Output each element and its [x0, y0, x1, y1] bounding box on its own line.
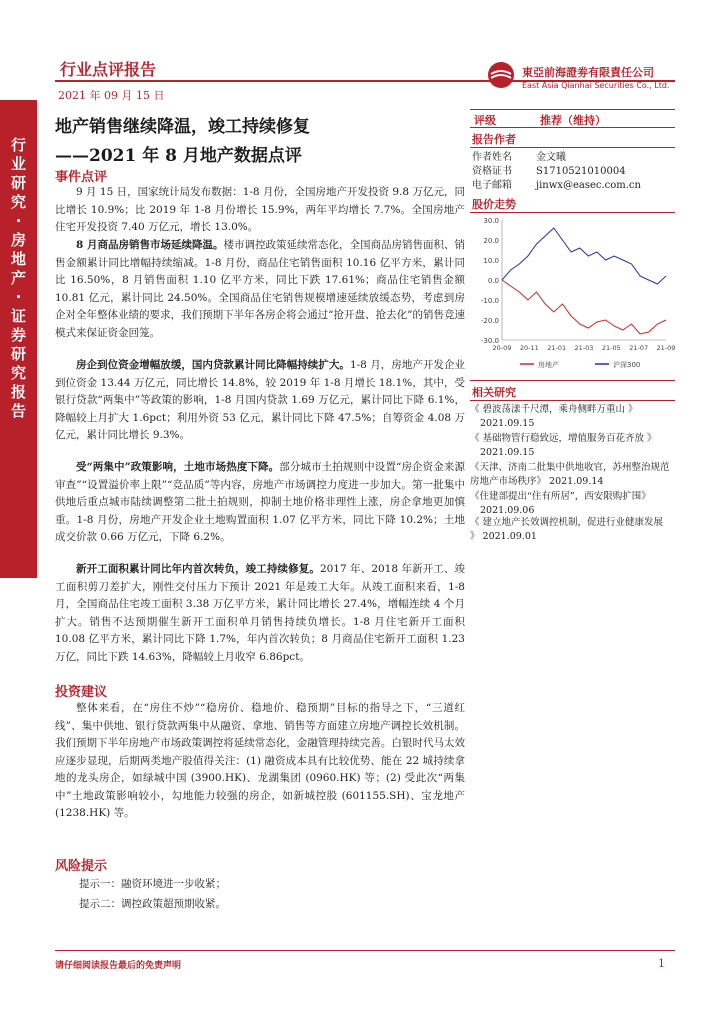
stock-chart-svg: [470, 214, 675, 374]
events-p2-text: 楼市调控政策延续常态化，全国商品房销售面积、销售金额累计同比增幅持续缩减。1-8 月份，商品住宅销售面积 10.16 亿平方米，累计同比 16.50%，8 月销售面积 1.10 亿平方米，同比下跌 17.61%；商品住宅销售金额 10.81 亿元，累计同比 24.50%。全国商品住宅销售规模增速延续放缓态势，考虑到房企对全年整体业绩的要求，我们预期下半年各房企将会通过“抢开盘、抢去化”的销售竞速模式来保证资金回笼。: [55, 239, 466, 339]
related-item-5[interactable]: [470, 516, 670, 544]
sidebar-banner: [0, 100, 37, 578]
events-p4: [55, 459, 465, 547]
rating-top-rule: [470, 109, 675, 110]
invest-heading: 投资建议: [55, 685, 108, 700]
related-item-title: 《 基础物管行稳致远，增值服务百花齐放 》: [470, 433, 657, 444]
related-item-3[interactable]: [470, 461, 670, 489]
related-rule: [470, 400, 675, 401]
series-line-2: [502, 228, 666, 284]
rating-label: 评级: [474, 114, 496, 127]
x-tick-label: 21-01: [547, 344, 567, 352]
events-p4-lead: 受“两集中”政策影响，土地市场热度下降。: [76, 461, 280, 473]
y-tick-label: 10.0: [483, 257, 499, 265]
risk-heading: 风险提示: [55, 859, 108, 874]
y-tick-label: 0.0: [487, 277, 499, 285]
events-heading: 事件点评: [55, 170, 108, 185]
stock-chart-heading: 股价走势: [472, 198, 516, 211]
related-item-title: 《 碧波荡漾千尺潭，乘舟侧畔万重山 》: [470, 404, 638, 415]
stock-chart-rule: [470, 212, 675, 213]
risk-item-2: 提示二：调控政策超预期收紧。: [79, 898, 226, 910]
events-p1: 9 月 15 日，国家统计局发布数据：1-8 月份，全国房地产开发投资 9.8 万亿元，同比增长 10.9%；比 2019 年 1-8 月份增长 15.9%，两年平均增长 7.7%。全国房地产住宅开发投资 7.40 万亿元，增长 13.0%。: [55, 186, 465, 233]
events-p2-lead: 8 月商品房销售市场延续降温。: [76, 239, 224, 251]
events-p4-text: 部分城市土拍规则中设置“房企资金来源审查”“设置溢价率上限”“竞品质”等内容，房地产市场调控力度进一步加大。第一批集中供地后重点城市陆续调整第二批土拍规则，抑制土地价格非理性上涨，房企拿地更加慎重。1-8 月份，房地产开发企业土地购置面积 1.07 亿平方米，同比下降 10.2%；土地成交价款 0.66 万亿元，下降 6.2%。: [55, 461, 465, 543]
rating-value: 推荐（维持）: [540, 114, 606, 127]
risk-item-1: 提示一：融资环境进一步收紧；: [79, 878, 226, 890]
related-item-1[interactable]: [470, 403, 670, 431]
x-tick-label: 21-05: [601, 344, 621, 352]
y-tick-label: -10.0: [480, 297, 499, 305]
y-tick-label: -30.0: [480, 337, 499, 345]
y-tick-label: 30.0: [483, 217, 499, 225]
author-key-1: 作者姓名: [472, 152, 512, 163]
company-logo-icon: [486, 60, 516, 90]
footer-disclaimer[interactable]: 请仔细阅读报告最后的免责声明: [55, 961, 182, 971]
x-tick-label: 20-11: [519, 344, 539, 352]
related-item-2[interactable]: [470, 432, 670, 460]
footer-rule: [55, 950, 675, 951]
page-subtitle: ——2021 年 8 月地产数据点评: [55, 146, 302, 166]
stock-chart: [470, 214, 675, 374]
related-item-title: 《天津、济南二批集中供地收官，苏州整治规范房地产市场秩序》: [470, 462, 670, 487]
related-item-date: 2021.09.15: [480, 447, 535, 458]
series-line-1: [502, 280, 666, 334]
y-tick-label: -20.0: [480, 317, 499, 325]
page-number: 1: [658, 957, 665, 970]
author-key-2: 资格证书: [472, 166, 512, 177]
related-top-rule: [470, 380, 675, 381]
rating-bottom-rule: [470, 127, 675, 128]
events-p5-lead: 新开工面积累计同比年内首次转负，竣工持续修复。: [76, 563, 320, 575]
events-p3: [55, 357, 465, 445]
related-heading: 相关研究: [472, 386, 516, 399]
events-p5-text: 2017 年、2018 年新开工、竣工面积剪刀差扩大，刚性交付压力下预计 2021 年是竣工大年。从竣工面积来看，1-8 月，全国商品住宅竣工面积 3.38 万亿平方米，累计同比增长 27.4%，增幅连续 4 个月扩大。销售不达预期催生新开工面积单月销售持续负增长。1-8 月住宅新开工面积 10.08 亿平方米，累计同比下降 1.7%，年内首次转负；8 月商品住宅新开工面积 1.23 万亿，同比下跌 14.63%，降幅较上月收窄 6.86pct。: [55, 563, 466, 663]
related-item-date: 2021.09.14: [549, 476, 604, 487]
related-item-date: 2021.09.06: [480, 505, 535, 516]
events-p5: [55, 561, 465, 666]
author-heading: 报告作者: [472, 133, 516, 146]
report-date: 2021 年 09 月 15 日: [58, 89, 165, 102]
company-name-cn: 東亞前海證劵有限責任公司: [522, 66, 654, 79]
related-item-title: 《 建立地产长效调控机制，促进行业健康发展 》: [470, 517, 664, 542]
x-tick-label: 21-03: [574, 344, 594, 352]
author-email[interactable]: jinwx@easec.com.cn: [536, 180, 641, 191]
author-key-3: 电子邮箱: [472, 180, 512, 191]
y-tick-label: 20.0: [483, 237, 499, 245]
events-p3-lead: 房企到位资金增幅放缓，国内贷款累计同比降幅持续扩大。: [76, 359, 350, 371]
x-tick-label: 20-09: [492, 344, 512, 352]
events-p2: [55, 237, 465, 342]
sidebar-text: 行业研究·房地产·证券研究报告: [10, 136, 26, 420]
x-tick-label: 21-07: [629, 344, 649, 352]
legend-label-1: 房地产: [538, 361, 559, 369]
related-item-title: 《住建部提出“住有所居”，西安限购扩围》: [470, 491, 651, 502]
company-name-en: East Asia Qianhai Securities Co., Ltd.: [522, 81, 670, 90]
page-title: 地产销售继续降温，竣工持续修复: [55, 117, 310, 137]
related-item-date: 2021.09.15: [480, 418, 535, 429]
report-type: 行业点评报告: [60, 60, 157, 79]
invest-p1: 整体来看，在“房住不炒”“稳房价、稳地价、稳预期”目标的指导之下，“三道红线”、集中供地、银行贷款两集中从融资、拿地、销售等方面建立房地产调控长效机制。我们预期下半年房地产市场政策调控将延续常态化，金融管理持续完善。白银时代马太效应逐步显现，后期两类地产股值得关注：(1) 融资成本具有比较优势、能在 22 城持续拿地的龙头房企，如绿城中国 (3900.HK)、龙湖集团 (0960.HK) 等；(2) 受此次“两集中”土地政策影响较小，勾地能力较强的房企，如新城控股 (601155.SH)、宝龙地产 (1238.HK) 等。: [55, 702, 465, 819]
events-p3-text: 1-8 月，房地产开发企业到位资金 13.44 万亿元，同比增长 14.8%，较 2019 年 1-8 月增长 18.1%，其中，受银行贷款“两集中”等政策的影响，1-8 月国内贷款 1.69 万亿元，累计同比下降 6.1%，降幅较上月扩大 1.6pct；利用外资 53 亿元，累计同比下降 47.5%；自筹资金 4.08 万亿元，累计同比增长 9.3%。: [55, 359, 466, 441]
author-rule: [470, 147, 675, 148]
author-name: 金文曦: [536, 152, 566, 163]
x-tick-label: 21-09: [656, 344, 675, 352]
author-cert: S1710521010004: [536, 166, 626, 177]
related-item-date: 2021.09.01: [482, 531, 537, 542]
related-item-4[interactable]: [470, 490, 670, 518]
legend-label-2: 沪深300: [613, 361, 641, 369]
